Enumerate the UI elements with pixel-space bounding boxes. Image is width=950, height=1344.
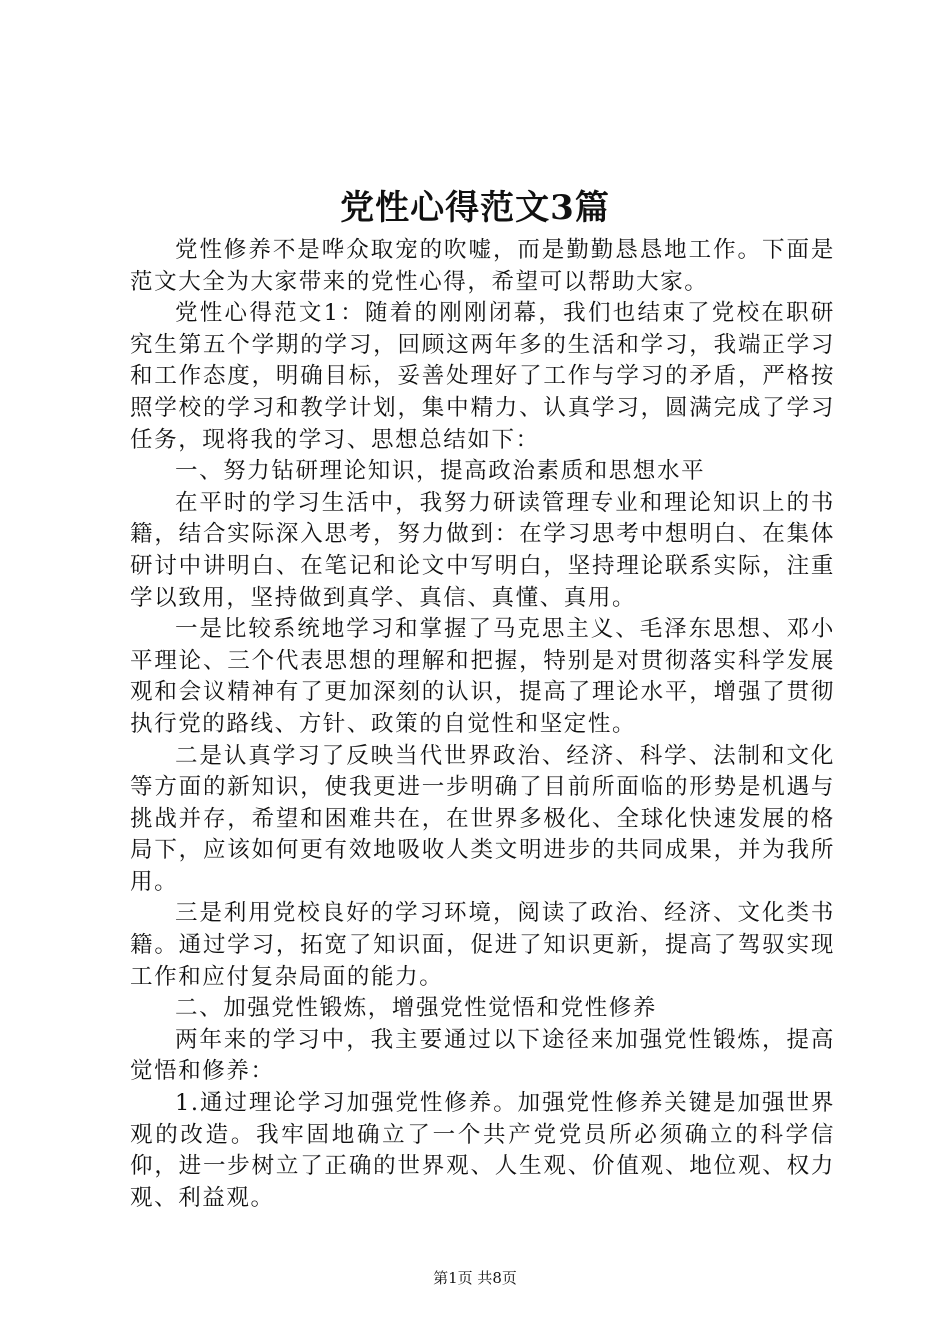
document-title: 党性心得范文3篇 [340,188,610,228]
document-body [130,235,835,1214]
paragraph-intro: 党性修养不是哗众取宠的吹嘘，而是勤勤恳恳地工作。下面是范文大全为大家带来的党性心得，希望可以帮助大家。 [130,237,835,295]
paragraph-sample-1-opening: 党性心得范文1：随着的刚刚闭幕，我们也结束了党校在职研究生第五个学期的学习，回顾这两年多的生活和学习，我端正学习和工作态度，明确目标，妥善处理好了工作与学习的矛盾，严格按照学校的学习和教学计划，集中精力、认真学习，圆满完成了学习任务，现将我的学习、思想总结如下： [130,300,835,453]
section-heading-1: 一、努力钻研理论知识，提高政治素质和思想水平 [175,458,706,485]
paragraph-point-one: 一是比较系统地学习和掌握了马克思主义、毛泽东思想、邓小平理论、三个代表思想的理解和把握，特别是对贯彻落实科学发展观和会议精神有了更加深刻的认识，提高了理论水平，增强了贯彻执行党的路线、方针、政策的自觉性和坚定性。 [130,616,835,737]
paragraph-point-three: 三是利用党校良好的学习环境，阅读了政治、经济、文化类书籍。通过学习，拓宽了知识面，促进了知识更新，提高了驾驭实现工作和应付复杂局面的能力。 [130,900,835,990]
paragraph-study-approach: 在平时的学习生活中，我努力研读管理专业和理论知识上的书籍，结合实际深入思考，努力做到：在学习思考中想明白、在集体研讨中讲明白、在笔记和论文中写明白，坚持理论联系实际，注重学以致用，坚持做到真学、真信、真懂、真用。 [130,489,835,611]
section-heading-2: 二、加强党性锻炼，增强党性觉悟和党性修养 [175,995,658,1022]
page-footer: 第1页 共8页 [433,1269,517,1287]
paragraph-two-years: 两年来的学习中，我主要通过以下途径来加强党性锻炼，提高觉悟和修养： [130,1026,835,1085]
paragraph-point-two: 二是认真学习了反映当代世界政治、经济、科学、法制和文化等方面的新知识，使我更进一步明确了目前所面临的形势是机遇与挑战并存，希望和困难共在，在世界多极化、全球化快速发展的格局下，应该如何更有效地吸收人类文明进步的共同成果，并为我所用。 [130,742,835,895]
paragraph-item-1: 1.通过理论学习加强党性修养。加强党性修养关键是加强世界观的改造。我牢固地确立了一个共产党党员所必须确立的科学信仰，进一步树立了正确的世界观、人生观、价值观、地位观、权力观、利益观。 [130,1090,835,1211]
